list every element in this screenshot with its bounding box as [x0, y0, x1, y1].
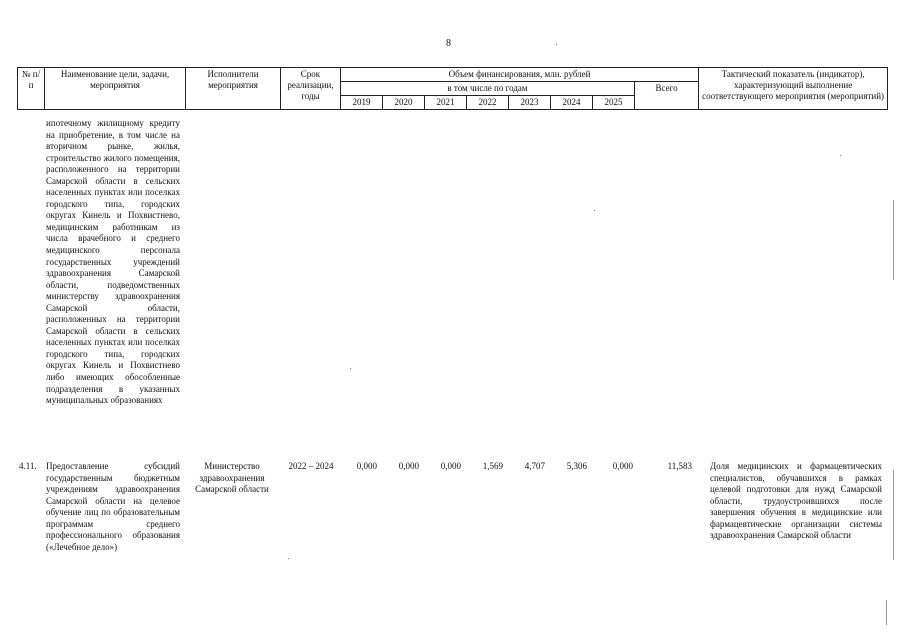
row-indicator: Доля медицинских и фармацевтических специалистов, обучавшихся в рамках целевой подготовки для нужд Самарской области, трудоустроившихся после завершения обучения в медицинские или фармацевтические организации системы здравоохранения Самарской области — [710, 461, 882, 541]
row-value-2023: 4,707 — [524, 461, 545, 471]
row-executor: Министерство здравоохранения Самарской области — [195, 461, 269, 495]
col-number-header: № п/п — [18, 68, 45, 110]
col-executor-header: Исполнители мероприятия — [186, 68, 281, 110]
row-value-2019: 0,000 — [356, 461, 377, 471]
row-measure-name: Предоставление субсидий государственным бюджетным учреждениям здравоохранения Самарской области на целевое обучение лиц по образовательным программам среднего профессионального образования («Лечебное дело») — [46, 461, 180, 552]
row-value-2021: 0,000 — [440, 461, 461, 471]
scan-edge-mark — [886, 600, 887, 625]
col-indicator-header: Тактический показатель (индикатор), характеризующий выполнение соответствующего мероприятия (мероприятий) — [699, 68, 888, 110]
scan-speck — [840, 155, 841, 156]
year-header: 2023 — [509, 96, 551, 110]
scan-speck — [350, 368, 351, 369]
col-total-header: Всего — [635, 82, 699, 110]
scan-speck — [594, 210, 595, 211]
row-total: 11,583 — [667, 461, 692, 471]
scan-edge-mark — [893, 200, 894, 280]
row-term: 2022 – 2024 — [288, 461, 334, 471]
scan-speck — [288, 558, 289, 559]
row-value-2020: 0,000 — [398, 461, 419, 471]
year-header: 2020 — [383, 96, 425, 110]
row-value-2024: 5,306 — [566, 461, 587, 471]
col-by-years-header: в том числе по годам — [341, 82, 635, 96]
col-name-header: Наименование цели, задачи, мероприятия — [45, 68, 186, 110]
row-number: 4.11. — [19, 461, 37, 471]
row-value-2022: 1,569 — [482, 461, 503, 471]
page-number: 8 — [446, 38, 451, 49]
year-header: 2022 — [467, 96, 509, 110]
col-finance-header: Объем финансирования, млн. рублей — [341, 68, 699, 82]
year-header: 2025 — [593, 96, 635, 110]
continued-measure-text: ипотечному жилищному кредиту на приобретение, в том числе на вторичном рынке, жилья, строительство жилого помещения, расположенного на территории Самарской области в сельских населенных пунктах или поселках городского типа, городских округах Кинель и Похвистнево, медицинским работникам из числа врачебного и среднего медицинского персонала государственных учреждений здравоохранения Самарской области, подведомственных министерству здравоохранения Самарской области, расположенных на территории Самарской области в сельских населенных пунктах или поселках городского типа, городских округах Кинель и Похвистнево либо имеющих обособленные подразделения в указанных муниципальных образованиях — [46, 118, 180, 406]
scan-speck — [556, 44, 557, 45]
year-header: 2019 — [341, 96, 383, 110]
col-term-header: Срок реализации, годы — [281, 68, 341, 110]
year-header: 2024 — [551, 96, 593, 110]
scan-edge-mark — [893, 470, 894, 560]
row-value-2025: 0,000 — [612, 461, 633, 471]
table-header — [17, 67, 888, 110]
year-header: 2021 — [425, 96, 467, 110]
